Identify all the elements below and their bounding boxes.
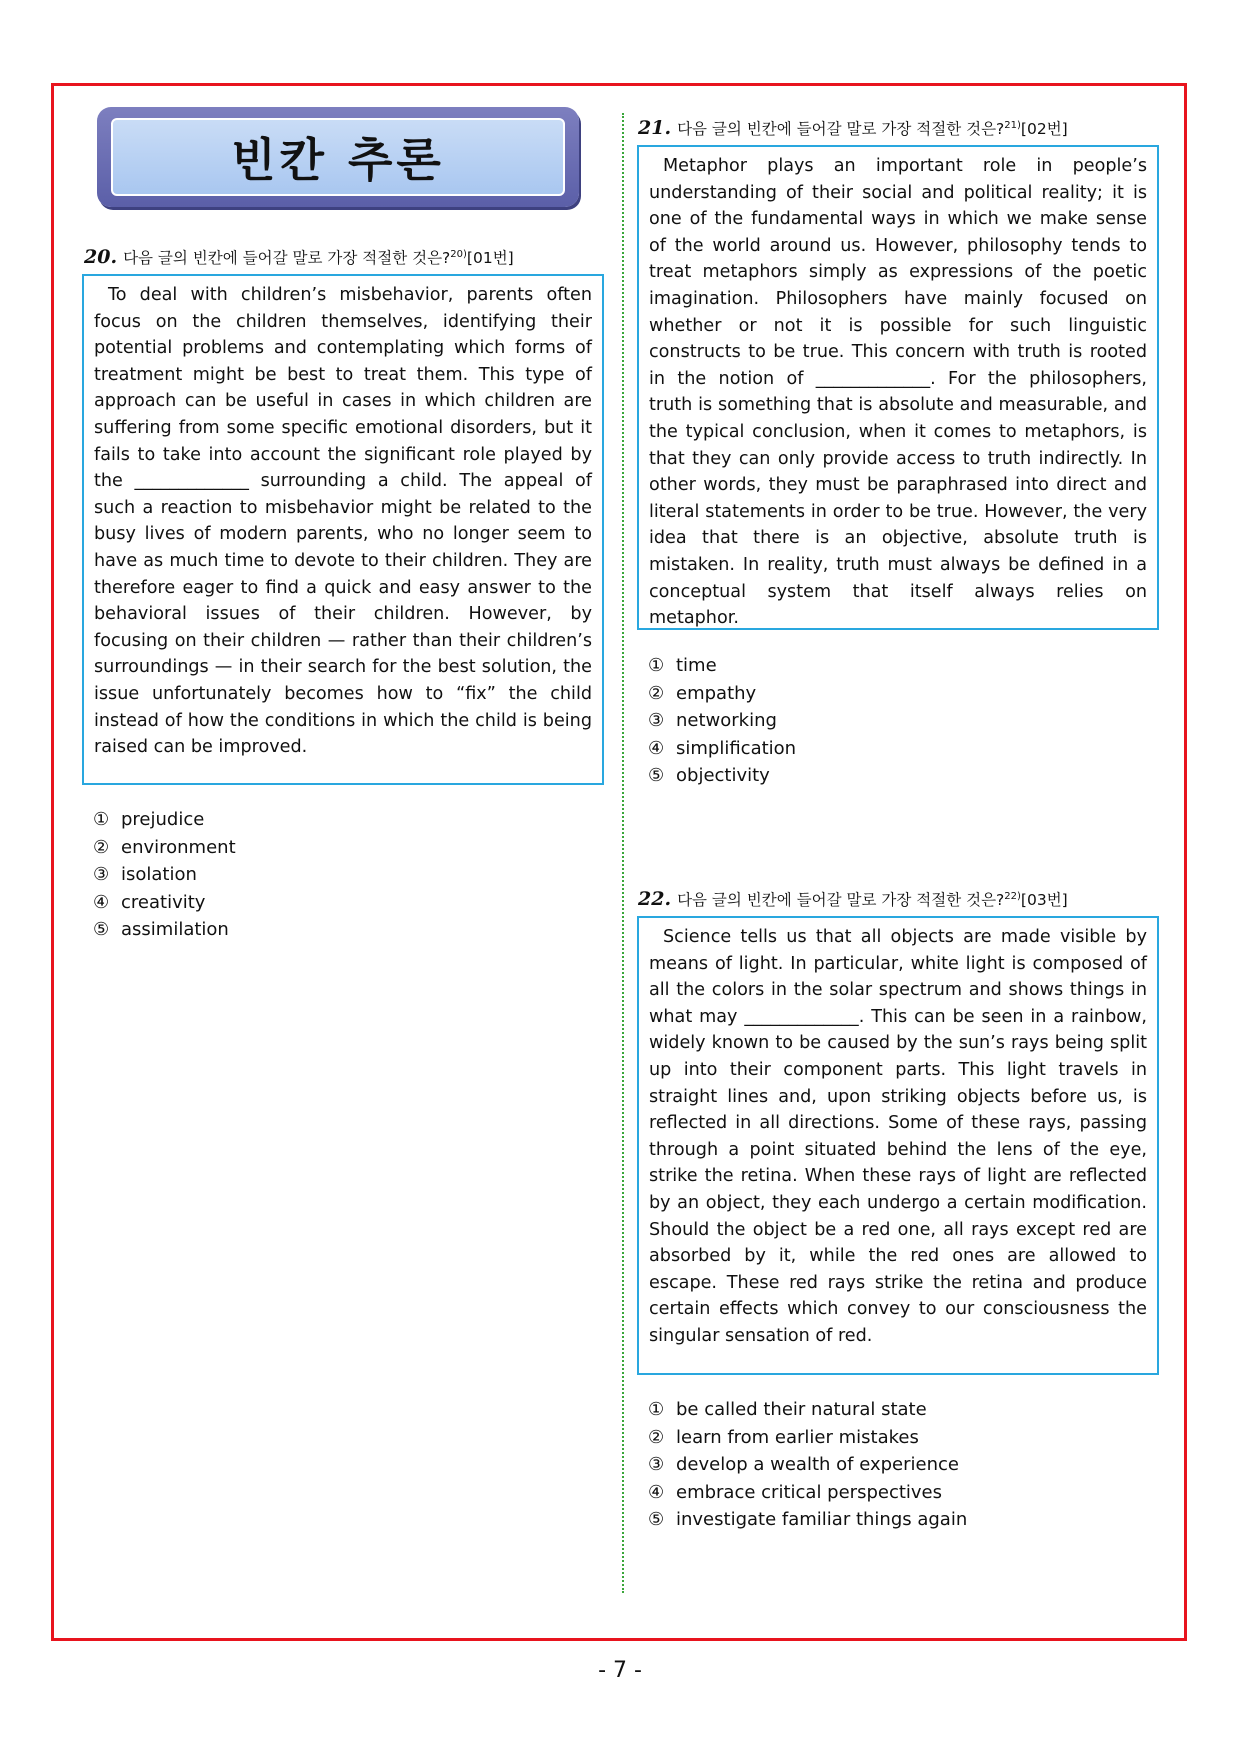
option-text: creativity <box>121 891 206 913</box>
section-banner-inner <box>111 118 565 196</box>
question-prompt: 다음 글의 빈칸에 들어갈 말로 가장 적절한 것은? <box>677 891 1005 909</box>
option-number: ④ <box>93 891 110 913</box>
option-text: isolation <box>121 864 197 886</box>
question-number: 22. <box>638 888 672 910</box>
option-text: learn from earlier mistakes <box>676 1426 919 1448</box>
option-text: networking <box>676 710 777 732</box>
option-text: environment <box>121 836 236 858</box>
option-text: assimilation <box>121 919 229 941</box>
passage-text: Science tells us that all objects are made visible by means of light. In particular, white light is composed of all the colors in the solar spectrum and shows things in what may _____________. This can be seen in a rainbow, widely known to be caused by the sun’s rays being split up into their component parts. This light travels in straight lines and, upon striking objects before us, is reflected in all directions. Some of these rays, passing through a point situated behind the lens of the eye, strike the retina. When these rays of light are reflected by an object, they each undergo a certain modification. Should the object be a red one, all rays except red are absorbed by it, while the red ones are allowed to escape. These red rays strike the retina and produce certain effects which convey to our consciousness the singular sensation of red. <box>649 927 1147 1346</box>
footnote-ref: 20) <box>450 248 467 260</box>
question-tag: [01번] <box>466 249 514 267</box>
question-21-passage <box>637 145 1159 630</box>
question-22-header <box>638 888 1068 910</box>
option-text: embrace critical perspectives <box>676 1481 943 1503</box>
option-number: ② <box>648 682 665 704</box>
option-number: ② <box>648 1426 665 1448</box>
column-divider <box>622 113 624 1593</box>
section-banner <box>97 107 579 207</box>
question-prompt: 다음 글의 빈칸에 들어갈 말로 가장 적절한 것은? <box>123 249 451 267</box>
question-prompt: 다음 글의 빈칸에 들어갈 말로 가장 적절한 것은? <box>677 120 1005 138</box>
option-number: ④ <box>648 737 665 759</box>
option-number: ③ <box>648 710 665 732</box>
option-text: develop a wealth of experience <box>676 1454 959 1476</box>
option-number: ⑤ <box>648 765 665 787</box>
question-20-header <box>84 246 514 268</box>
question-number: 20. <box>84 246 118 268</box>
option-number: ③ <box>93 864 110 886</box>
question-20-passage <box>82 274 604 785</box>
option-text: prejudice <box>121 809 205 830</box>
footnote-ref: 22) <box>1004 890 1021 902</box>
question-22-options <box>648 1396 967 1534</box>
option-number: ① <box>93 809 110 830</box>
option-2[interactable] <box>648 680 796 708</box>
option-number: ④ <box>648 1481 665 1503</box>
option-4[interactable] <box>648 1479 967 1507</box>
option-2[interactable] <box>93 834 236 862</box>
option-text: empathy <box>676 682 757 704</box>
option-5[interactable] <box>648 762 796 790</box>
passage-text: To deal with children’s misbehavior, parents often focus on the children themselves, identifying their potential problems and contemplating which forms of treatment might be best to treat them. This type of approach can be useful in cases in which children are suffering from some specific emotional disorders, but it fails to take into account the significant role played by the _____________ surrounding a child. The appeal of such a reaction to misbehavior might be related to the busy lives of modern parents, who no longer seem to have as much time to devote to their children. They are therefore eager to find a quick and easy answer to the behavioral issues of their children. However, by focusing on their children — rather than their children’s surroundings — in their search for the best solution, the issue unfortunately becomes how to “fix” the child instead of how the conditions in which the child is being raised can be improved. <box>94 285 592 758</box>
option-5[interactable] <box>93 916 236 944</box>
section-title: 빈칸 추론 <box>231 133 445 187</box>
option-number: ⑤ <box>648 1509 665 1531</box>
question-21-options <box>648 652 796 790</box>
option-1[interactable] <box>93 806 236 834</box>
question-tag: [03번] <box>1020 891 1068 909</box>
option-4[interactable] <box>93 889 236 917</box>
option-3[interactable] <box>648 707 796 735</box>
option-number: ① <box>648 1399 665 1420</box>
option-text: time <box>676 655 717 676</box>
option-text: objectivity <box>676 765 770 787</box>
option-4[interactable] <box>648 735 796 763</box>
option-number: ⑤ <box>93 919 110 941</box>
passage-text: Metaphor plays an important role in people’s understanding of their social and political reality; it is one of the fundamental ways in which we make sense of the world around us. However, philosophy tends to treat metaphors simply as expressions of the poetic imagination. Philosophers have mainly focused on whether or not it is possible for such linguistic constructs to be true. This concern with truth is rooted in the notion of _____________. For the philosophers, truth is something that is absolute and measurable, and the typical conclusion, when it comes to metaphors, is that they can only provide access to truth indirectly. In other words, they must be paraphrased into direct and literal statements in order to be true. However, the very idea that there is an objective, absolute truth is mistaken. In reality, truth must always be defined in a conceptual system that itself always relies on metaphor. <box>649 156 1147 629</box>
option-number: ② <box>93 836 110 858</box>
question-20-options <box>93 806 236 944</box>
question-tag: [02번] <box>1020 120 1068 138</box>
page-number: - 7 - <box>598 1658 642 1683</box>
question-21-header <box>638 117 1068 139</box>
option-number: ③ <box>648 1454 665 1476</box>
option-2[interactable] <box>648 1424 967 1452</box>
question-22-passage <box>637 916 1159 1375</box>
option-3[interactable] <box>93 861 236 889</box>
option-text: simplification <box>676 737 797 759</box>
option-text: investigate familiar things again <box>676 1509 968 1531</box>
question-number: 21. <box>638 117 672 139</box>
option-5[interactable] <box>648 1506 967 1534</box>
option-1[interactable] <box>648 1396 967 1424</box>
option-text: be called their natural state <box>676 1399 927 1420</box>
option-1[interactable] <box>648 652 796 680</box>
option-number: ① <box>648 655 665 676</box>
option-3[interactable] <box>648 1451 967 1479</box>
footnote-ref: 21) <box>1004 119 1021 131</box>
